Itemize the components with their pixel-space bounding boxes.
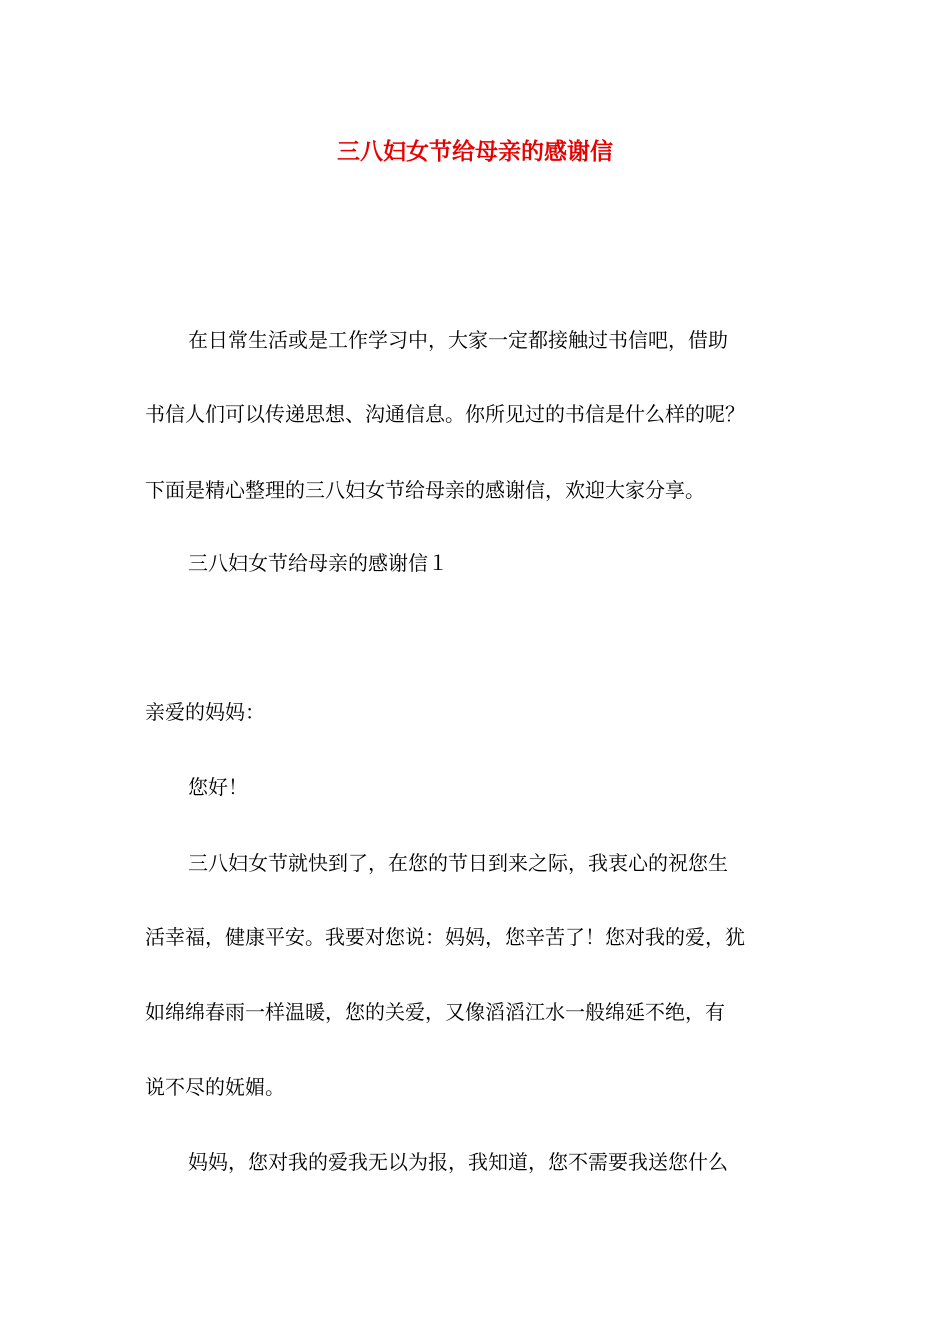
paragraph-line: 下面是精心整理的三八妇女节给母亲的感谢信，欢迎大家分享。	[145, 478, 705, 502]
paragraph-line: 说不尽的妩媚。	[145, 1075, 285, 1099]
paragraph-line: 在日常生活或是工作学习中，大家一定都接触过书信吧，借助	[188, 328, 728, 352]
paragraph-line: 妈妈，您对我的爱我无以为报，我知道，您不需要我送您什么	[188, 1150, 728, 1174]
section-heading: 三八妇女节给母亲的感谢信１	[188, 551, 448, 575]
document-title: 三八妇女节给母亲的感谢信	[337, 138, 613, 165]
greeting: 您好！	[188, 775, 248, 799]
paragraph-line: 书信人们可以传递思想、沟通信息。你所见过的书信是什么样的呢？	[145, 402, 745, 426]
salutation: 亲爱的妈妈：	[145, 700, 265, 724]
paragraph-line: 三八妇女节就快到了，在您的节日到来之际，我衷心的祝您生	[188, 851, 728, 875]
paragraph-line: 如绵绵春雨一样温暖，您的关爱，又像滔滔江水一般绵延不绝，有	[145, 1000, 725, 1024]
paragraph-line: 活幸福，健康平安。我要对您说：妈妈，您辛苦了！您对我的爱，犹	[145, 925, 745, 949]
